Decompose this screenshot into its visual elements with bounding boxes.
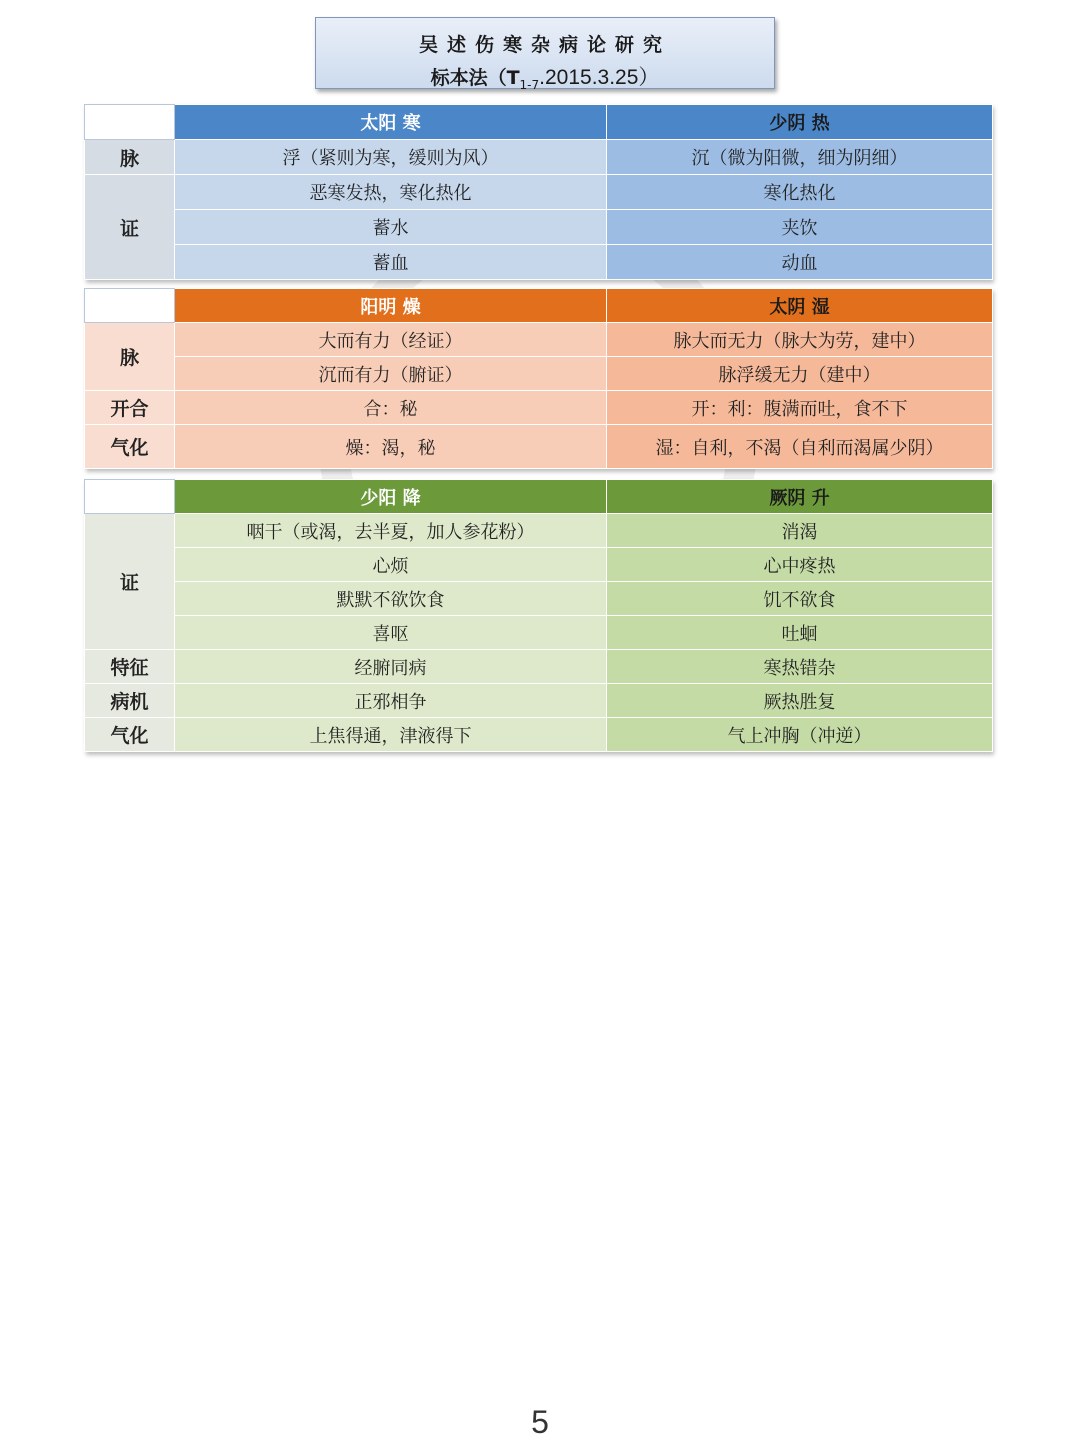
table-row: [85, 323, 993, 357]
cell-left: 大而有力（经证）: [175, 323, 607, 357]
row-label-qihua: 气化: [85, 425, 175, 469]
header-shaoyang: 少阳 降: [175, 480, 607, 514]
cell-right: 心中疼热: [607, 548, 993, 582]
cell-right: 夹饮: [607, 210, 993, 245]
cell-right: 湿：自利，不渴（自利而渴属少阴）: [607, 425, 993, 469]
subtitle-date: .2015.3.25）: [539, 66, 660, 89]
table-row: [85, 548, 993, 582]
cell-left: 沉而有力（腑证）: [175, 357, 607, 391]
table-row: [85, 582, 993, 616]
table-row: [85, 514, 993, 548]
cell-right: 开：利：腹满而吐，食不下: [607, 391, 993, 425]
table-header-row: [85, 289, 993, 323]
table-row: [85, 391, 993, 425]
row-label-zheng: 证: [85, 175, 175, 280]
subtitle-subscript: 1-7: [519, 77, 540, 92]
document-subtitle: [316, 61, 774, 92]
cell-left: 蓄水: [175, 210, 607, 245]
cell-left: 经腑同病: [175, 650, 607, 684]
cell-right: 脉大而无力（脉大为劳，建中）: [607, 323, 993, 357]
cell-left: 默默不欲饮食: [175, 582, 607, 616]
table-shaoyang-jueyin: [84, 479, 992, 752]
cell-left: 喜呕: [175, 616, 607, 650]
table-yangming-taiyin: [84, 288, 992, 469]
row-label-zheng: 证: [85, 514, 175, 650]
table-row: [85, 357, 993, 391]
table-row: [85, 425, 993, 469]
table-row: [85, 175, 993, 210]
cell-left: 燥：渴，秘: [175, 425, 607, 469]
cell-right: 寒热错杂: [607, 650, 993, 684]
cell-right: 寒化热化: [607, 175, 993, 210]
document-title-box: [315, 17, 775, 92]
header-corner: [85, 289, 175, 323]
cell-right: 饥不欲食: [607, 582, 993, 616]
table-row: [85, 718, 993, 752]
row-label-mai: 脉: [85, 323, 175, 391]
table-row: [85, 650, 993, 684]
cell-left: 蓄血: [175, 245, 607, 280]
table-header-row: [85, 480, 993, 514]
cell-right: 气上冲胸（冲逆）: [607, 718, 993, 752]
cell-right: 吐蛔: [607, 616, 993, 650]
table-header-row: [85, 105, 993, 140]
subtitle-prefix: 标本法（T: [430, 67, 520, 89]
header-taiyang: 太阳 寒: [175, 105, 607, 140]
cell-left: 咽干（或渴，去半夏，加人参花粉）: [175, 514, 607, 548]
header-corner: [85, 105, 175, 140]
header-shaoyin: 少阴 热: [607, 105, 993, 140]
header-yangming: 阳明 燥: [175, 289, 607, 323]
cell-right: 消渴: [607, 514, 993, 548]
row-label-mai: 脉: [85, 140, 175, 175]
table-row: [85, 684, 993, 718]
cell-right: 厥热胜复: [607, 684, 993, 718]
table-row: [85, 210, 993, 245]
cell-left: 浮（紧则为寒，缓则为风）: [175, 140, 607, 175]
cell-left: 正邪相争: [175, 684, 607, 718]
cell-left: 恶寒发热，寒化热化: [175, 175, 607, 210]
table-row: [85, 140, 993, 175]
cell-right: 沉（微为阳微，细为阴细）: [607, 140, 993, 175]
row-label-bingji: 病机: [85, 684, 175, 718]
header-jueyin: 厥阴 升: [607, 480, 993, 514]
table-taiyang-shaoyin: [84, 104, 992, 280]
row-label-tezheng: 特征: [85, 650, 175, 684]
row-label-kaihe: 开合: [85, 391, 175, 425]
cell-left: 上焦得通，津液得下: [175, 718, 607, 752]
cell-right: 动血: [607, 245, 993, 280]
table-row: [85, 245, 993, 280]
cell-left: 合：秘: [175, 391, 607, 425]
table-row: [85, 616, 993, 650]
page-number: 5: [531, 1404, 549, 1440]
header-corner: [85, 480, 175, 514]
row-label-qihua: 气化: [85, 718, 175, 752]
header-taiyin: 太阴 湿: [607, 289, 993, 323]
cell-left: 心烦: [175, 548, 607, 582]
document-title: 吴述伤寒杂病论研究: [418, 34, 671, 56]
cell-right: 脉浮缓无力（建中）: [607, 357, 993, 391]
